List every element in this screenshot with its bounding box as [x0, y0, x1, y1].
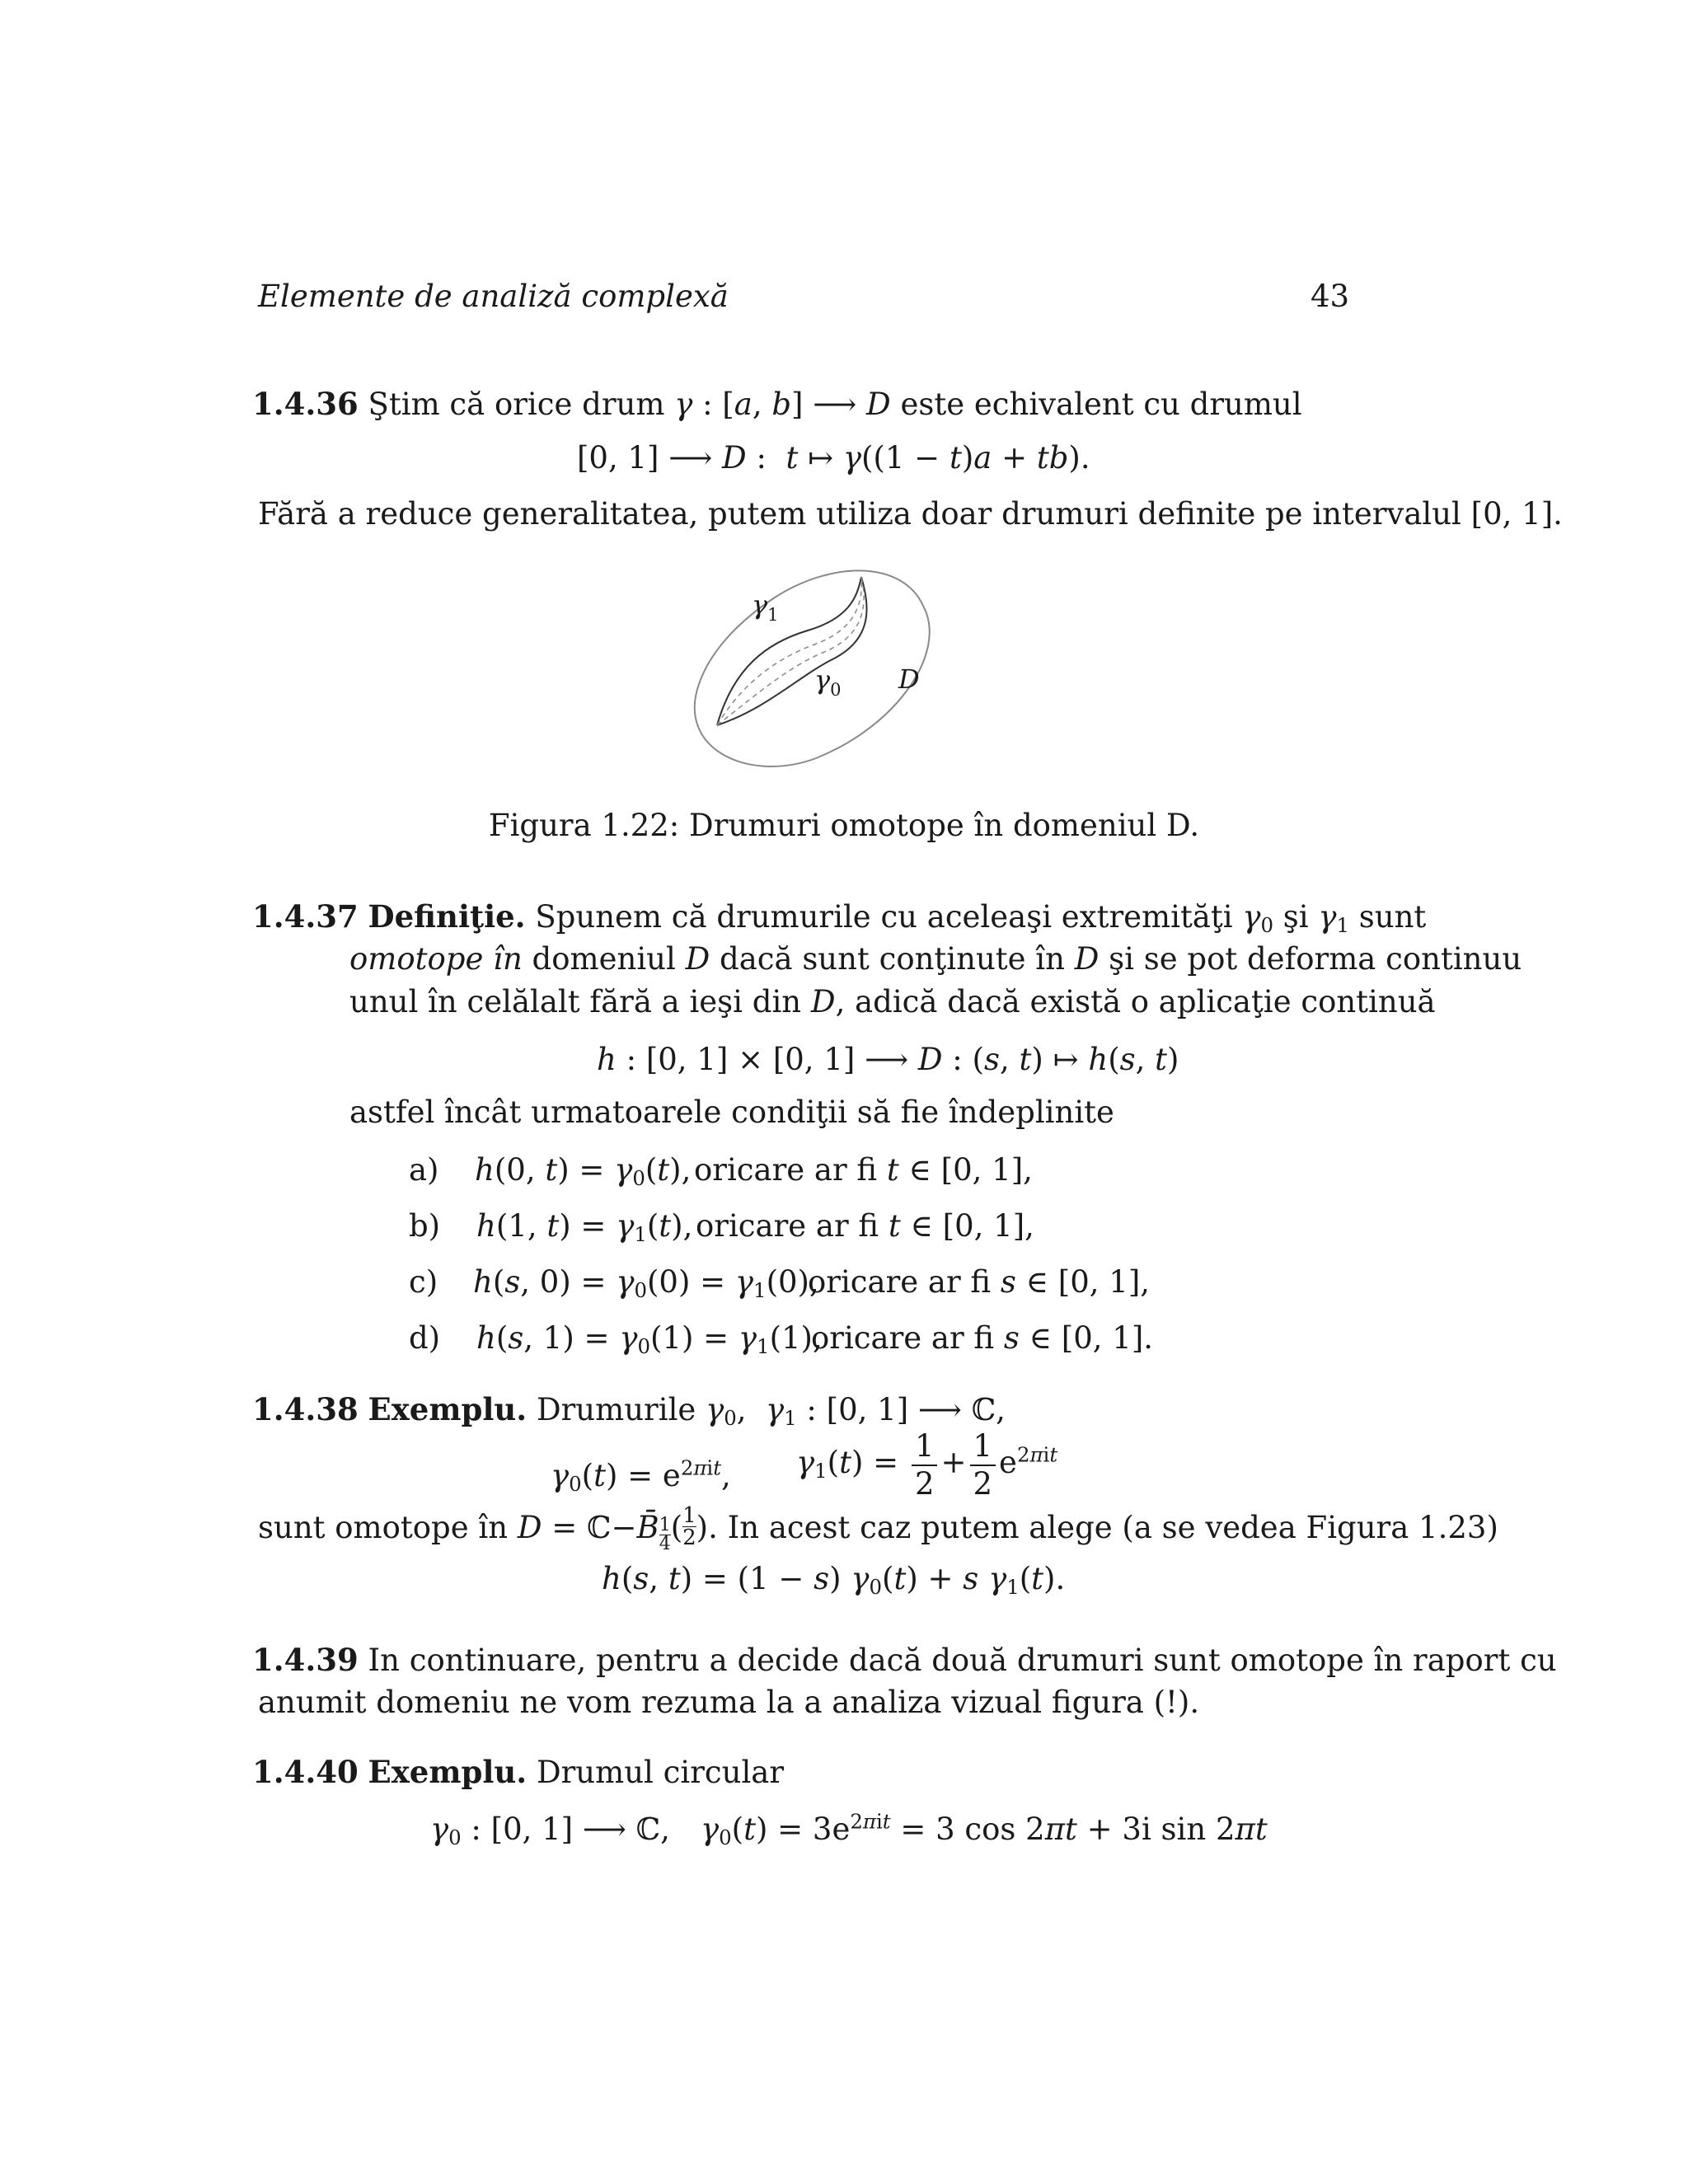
- domain-D-boundary: [695, 570, 930, 766]
- gamma0-path: [717, 577, 867, 725]
- p1440-display-b: $\gamma_0(t) = 3e^{2\pi it} = 3$ cos 2πt + 3i sin 2πt: [701, 1809, 1268, 1850]
- p1438-line2: sunt omotope în D = ℂ−B̄ $_{\frac{1}{4}}$ ( $\frac{1}{2}$ ). In acest caz putem alege (a se vedea Figura 1.23): [258, 1503, 1498, 1554]
- condition-c-label: c): [409, 1264, 438, 1300]
- p1438-title: Exemplu.: [368, 1391, 528, 1427]
- p1436-text-b: este echivalent cu drumul: [900, 387, 1302, 422]
- p1438-line1: 1.4.38 Exemplu. Drumurile $\gamma_0$, $\gamma_1$ : [0, 1] ⟶ ℂ,: [252, 1391, 1006, 1431]
- p1439-number: 1.4.39: [252, 1642, 359, 1678]
- fraction-one-half: $\frac{1}{2}$: [912, 1428, 938, 1502]
- p1438-display: h(s, t) = (1 − s) $\gamma_0(t) + s$ $\gamma_1(t)$.: [602, 1561, 1066, 1600]
- p1439-line2: anumit domeniu ne vom rezuma la a analiza vizual figura (!).: [258, 1685, 1200, 1720]
- condition-b-text: oricare ar fi t ∈ [0, 1],: [696, 1208, 1034, 1244]
- p1439-line1: [252, 1640, 1557, 1680]
- p1438-eq-gamma1: $\gamma_1(t)$ = $\frac{1}{2}$ + $\frac{1}{2}$ $e^{2\pi it}$: [796, 1427, 1058, 1502]
- p1436-display: [0, 1] ⟶ D : t ↦ γ((1 − t)a + tb).: [577, 440, 1090, 476]
- p1440-title: Exemplu.: [368, 1754, 528, 1790]
- figure-caption: Figura 1.22: Drumuri omotope în domeniul D.: [488, 808, 1200, 843]
- p1437-line3: unul în celălalt fără a ieşi din D, adică dacă există o aplicaţie continuă: [349, 984, 1436, 1019]
- p1440-number: 1.4.40: [252, 1754, 359, 1790]
- page-number: 43: [1311, 279, 1350, 314]
- intermediate-path-2: [717, 577, 864, 725]
- p1437-line1: 1.4.37 Definiţie. Spunem că drumurile cu aceleaşi extremităţi $\gamma_0$ şi $\gamma_1$ sunt: [252, 898, 1427, 938]
- p1440-display-a: $\gamma_0$ : [0, 1] ⟶ ℂ,: [430, 1811, 670, 1850]
- fraction-one-half-2: $\frac{1}{2}$: [970, 1428, 996, 1502]
- p1436-number: 1.4.36: [252, 386, 359, 422]
- label-D: D: [898, 663, 920, 695]
- p1436-line1: 1.4.36 Ştim că orice drum γ : [a, b] ⟶ D este echivalent cu drumul: [252, 386, 1302, 422]
- condition-a-text: oricare ar fi t ∈ [0, 1],: [694, 1152, 1033, 1188]
- condition-d-formula: h(s, $1) = \gamma_0(1) = \gamma_1(1)$,: [476, 1320, 823, 1359]
- label-gamma1: $\gamma_1$: [752, 589, 779, 625]
- p1440-line1: [252, 1752, 784, 1793]
- p1440-text: Drumul circular: [536, 1755, 785, 1790]
- p1437-line2: omotope în domeniul D dacă sunt conţinute în D şi se pot deforma continuu: [349, 941, 1522, 977]
- intermediate-path-1: [717, 577, 861, 725]
- condition-a-label: a): [409, 1152, 439, 1188]
- label-gamma0: $\gamma_0$: [814, 664, 842, 700]
- condition-c-formula: h(s, $0) = \gamma_0(0) = \gamma_1(0)$,: [473, 1264, 819, 1303]
- running-title: Elemente de analiză complexă: [258, 279, 729, 314]
- p1439-text: In continuare, pentru a decide dacă două drumuri sunt omotope în raport cu: [368, 1643, 1557, 1678]
- condition-b-label: b): [409, 1208, 441, 1244]
- condition-b-formula: h(1, $t) = \gamma_1(t)$,: [476, 1208, 693, 1247]
- p1438-eq-gamma0: $\gamma_0(t) = e^{2\pi it}$,: [551, 1455, 731, 1497]
- p1437-display: h : [0, 1] × [0, 1] ⟶ D : (s, t) ↦ h(s, t): [597, 1042, 1179, 1077]
- p1437-line4: astfel încât urmatoarele condiţii să fie îndeplinite: [349, 1094, 1114, 1130]
- condition-a-formula: h(0, $t) = \gamma_0(t)$,: [475, 1152, 692, 1191]
- figure-homotopy: [676, 560, 940, 783]
- gamma1-path: [717, 577, 861, 725]
- condition-d-label: d): [409, 1320, 441, 1356]
- p1438-number: 1.4.38: [252, 1391, 359, 1427]
- p1437-term: omotope în: [349, 941, 523, 977]
- p1437-title: Definiţie.: [368, 898, 526, 935]
- condition-d-text: oricare ar fi s ∈ [0, 1].: [811, 1320, 1154, 1356]
- condition-c-text: oricare ar fi s ∈ [0, 1],: [808, 1264, 1151, 1300]
- p1437-number: 1.4.37: [252, 898, 359, 935]
- p1436-text-a: Ştim că orice drum: [368, 387, 665, 422]
- p1436-after: Fără a reduce generalitatea, putem utiliza doar drumuri definite pe intervalul [0, 1].: [258, 496, 1563, 532]
